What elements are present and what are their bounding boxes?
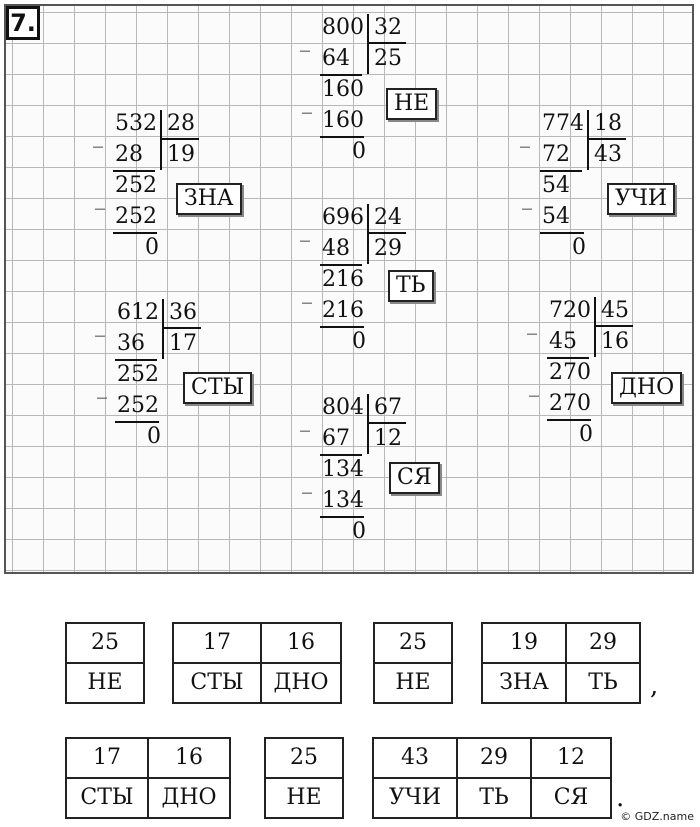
step-remainder: 216	[322, 267, 364, 292]
minus-sign: _	[95, 313, 105, 337]
minus-sign: _	[520, 124, 530, 148]
quotient: 19	[167, 142, 195, 167]
answer-cell	[174, 624, 260, 702]
step-subtrahend: 64	[322, 46, 350, 71]
answer-number: 25	[375, 624, 451, 664]
division-bar	[367, 14, 369, 74]
divisor-underline	[368, 422, 406, 424]
divisor-underline	[595, 325, 633, 327]
minus-sign: _	[97, 375, 107, 399]
answer-syllable: УЧИ	[388, 785, 442, 810]
watermark: © GDZ.name	[620, 810, 694, 823]
division-bar	[162, 299, 164, 359]
final-remainder: 0	[352, 519, 366, 544]
division-bar	[587, 110, 589, 170]
answer-syllable: ЗНА	[499, 670, 549, 695]
divisor-underline	[588, 138, 626, 140]
minus-sign: _	[302, 470, 312, 494]
answer-number: 19	[483, 624, 565, 664]
answer-group	[372, 737, 612, 819]
syllable-box: ЗНА	[176, 183, 242, 215]
step-remainder: 252	[117, 362, 159, 387]
subtraction-line	[113, 170, 155, 172]
subtraction-line	[115, 359, 157, 361]
step-subtrahend: 72	[542, 142, 570, 167]
syllable-box: НЕ	[386, 88, 437, 120]
subtraction-line	[540, 232, 584, 234]
answer-cell	[260, 624, 340, 702]
dividend: 696	[322, 205, 364, 230]
answer-syllable: СТЫ	[80, 785, 134, 810]
subtraction-line	[320, 136, 364, 138]
answer-syllable: ДНО	[273, 670, 329, 695]
quotient: 43	[594, 142, 622, 167]
step-subtrahend: 252	[117, 393, 159, 418]
final-remainder: 0	[579, 422, 593, 447]
answer-number: 12	[532, 739, 610, 779]
answer-cell	[266, 739, 342, 817]
answer-number: 29	[458, 739, 530, 779]
minus-sign: _	[300, 408, 310, 432]
divisor: 32	[374, 15, 402, 40]
answer-syllable: НЕ	[395, 670, 431, 695]
quotient: 29	[374, 236, 402, 261]
division-bar	[367, 204, 369, 264]
answer-group	[481, 622, 641, 704]
minus-sign: _	[527, 311, 537, 335]
answer-cell	[565, 624, 639, 702]
subtraction-line	[320, 74, 362, 76]
step-subtrahend: 48	[322, 236, 350, 261]
step-remainder: 160	[322, 77, 364, 102]
step-subtrahend: 45	[549, 329, 577, 354]
answer-number: 29	[567, 624, 639, 664]
answer-cell	[67, 624, 143, 702]
answer-group	[65, 622, 145, 704]
division-bar	[594, 297, 596, 357]
syllable-box: УЧИ	[607, 183, 675, 215]
answer-group	[172, 622, 342, 704]
quotient: 25	[374, 46, 402, 71]
answer-syllable: СЯ	[553, 785, 589, 810]
answer-group	[65, 737, 231, 819]
task-number: 7.	[6, 6, 40, 40]
answer-number: 17	[67, 739, 147, 779]
final-remainder: 0	[352, 329, 366, 354]
answer-number: 25	[266, 739, 342, 779]
divisor-underline	[161, 138, 199, 140]
minus-sign: _	[95, 186, 105, 210]
final-remainder: 0	[352, 139, 366, 164]
subtraction-line	[320, 516, 364, 518]
period: .	[616, 783, 625, 813]
subtraction-line	[113, 232, 157, 234]
answer-group	[373, 622, 453, 704]
answer-cell	[67, 739, 147, 817]
minus-sign: _	[529, 373, 539, 397]
answer-number: 17	[174, 624, 260, 664]
minus-sign: _	[300, 218, 310, 242]
divisor-underline	[368, 232, 406, 234]
dividend: 720	[549, 298, 591, 323]
final-remainder: 0	[145, 235, 159, 260]
answer-number: 16	[149, 739, 229, 779]
answer-cell	[375, 624, 451, 702]
step-subtrahend: 160	[322, 108, 364, 133]
divisor: 45	[601, 298, 629, 323]
quotient: 17	[169, 331, 197, 356]
step-remainder: 54	[542, 173, 570, 198]
division-bar	[367, 394, 369, 454]
subtraction-line	[320, 326, 364, 328]
answer-number: 16	[262, 624, 340, 664]
dividend: 774	[542, 111, 584, 136]
comma: ,	[650, 671, 659, 701]
divisor: 36	[169, 300, 197, 325]
division-bar	[160, 110, 162, 170]
dividend: 612	[117, 300, 159, 325]
step-subtrahend: 67	[322, 426, 350, 451]
divisor: 67	[374, 395, 402, 420]
quotient: 12	[374, 426, 402, 451]
final-remainder: 0	[572, 235, 586, 260]
subtraction-line	[547, 357, 589, 359]
answer-syllable: ДНО	[161, 785, 217, 810]
dividend: 800	[322, 15, 364, 40]
step-subtrahend: 216	[322, 298, 364, 323]
divisor: 28	[167, 111, 195, 136]
divisor: 18	[594, 111, 622, 136]
answer-syllable: ТЬ	[588, 670, 618, 695]
subtraction-line	[115, 421, 159, 423]
answer-syllable: НЕ	[286, 785, 322, 810]
answer-syllable: СТЫ	[190, 670, 244, 695]
answer-cell	[530, 739, 610, 817]
quotient: 16	[601, 329, 629, 354]
step-subtrahend: 270	[549, 391, 591, 416]
syllable-box: СТЫ	[183, 372, 252, 404]
step-subtrahend: 252	[115, 204, 157, 229]
answer-number: 25	[67, 624, 143, 664]
syllable-box: СЯ	[389, 462, 440, 494]
step-remainder: 134	[322, 457, 364, 482]
subtraction-line	[540, 170, 582, 172]
answer-syllable: НЕ	[87, 670, 123, 695]
step-subtrahend: 54	[542, 204, 570, 229]
step-subtrahend: 28	[115, 142, 143, 167]
answer-group	[264, 737, 344, 819]
divisor-underline	[368, 42, 406, 44]
step-remainder: 270	[549, 360, 591, 385]
minus-sign: _	[300, 28, 310, 52]
subtraction-line	[320, 264, 362, 266]
answer-cell	[374, 739, 456, 817]
answer-cell	[147, 739, 229, 817]
step-remainder: 252	[115, 173, 157, 198]
minus-sign: _	[302, 280, 312, 304]
answer-number: 43	[374, 739, 456, 779]
final-remainder: 0	[147, 424, 161, 449]
step-subtrahend: 36	[117, 331, 145, 356]
syllable-box: ДНО	[611, 372, 682, 404]
syllable-box: ТЬ	[388, 270, 434, 302]
minus-sign: _	[302, 90, 312, 114]
subtraction-line	[547, 419, 591, 421]
divisor-underline	[163, 327, 201, 329]
dividend: 532	[115, 111, 157, 136]
answer-cell	[483, 624, 565, 702]
divisor: 24	[374, 205, 402, 230]
answer-cell	[456, 739, 530, 817]
dividend: 804	[322, 395, 364, 420]
step-subtrahend: 134	[322, 488, 364, 513]
answer-syllable: ТЬ	[479, 785, 509, 810]
minus-sign: _	[93, 124, 103, 148]
minus-sign: _	[522, 186, 532, 210]
subtraction-line	[320, 454, 362, 456]
